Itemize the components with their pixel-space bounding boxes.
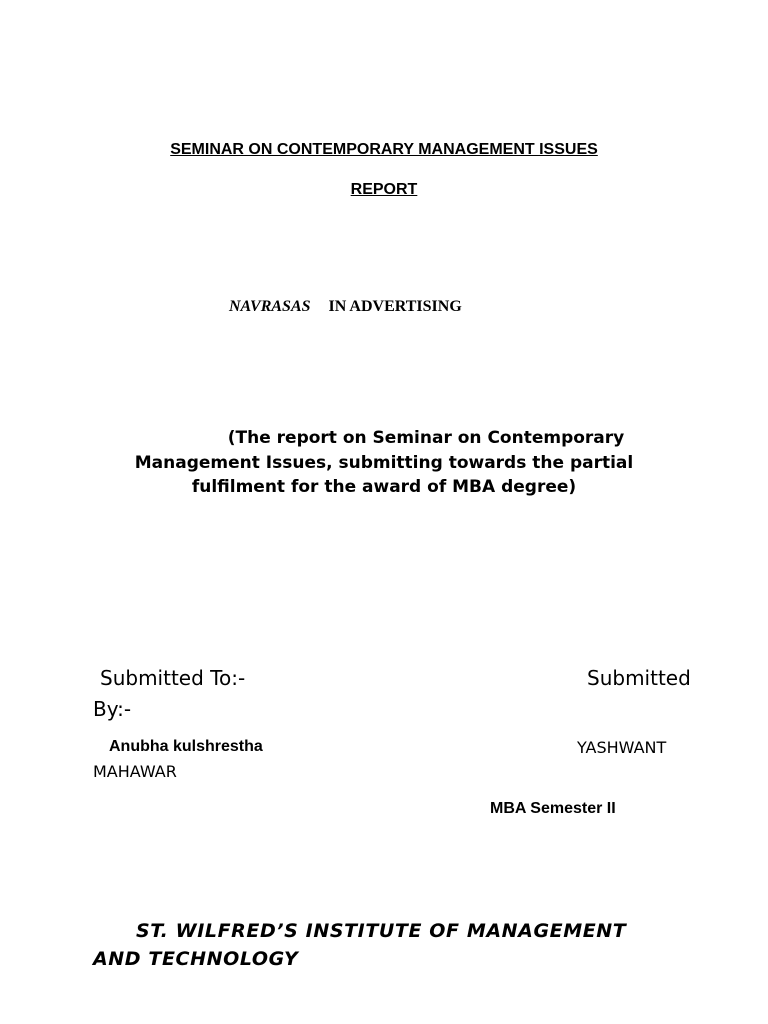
submitted-to-label: Submitted To:- [100, 666, 246, 690]
report-label: REPORT [350, 181, 418, 198]
submitted-by-label-line2: By:- [93, 697, 132, 721]
topic-rest: IN ADVERTISING [328, 298, 462, 315]
student-last-name: MAHAWAR [93, 762, 177, 781]
institute-name-line2: AND TECHNOLOGY [93, 948, 299, 970]
topic-italic-word: NAVRASAS [229, 298, 311, 315]
institute-name-line1: ST. WILFRED’S INSTITUTE OF MANAGEMENT [136, 920, 627, 942]
report-topic [229, 298, 462, 316]
seminar-title: SEMINAR ON CONTEMPORARY MANAGEMENT ISSUES [170, 141, 598, 158]
report-description [90, 426, 678, 500]
submitted-by-label-line1: Submitted [587, 666, 691, 690]
description-text: (The report on Seminar on Contemporary Management Issues, submitting towards the partial fulfilment for the award of MBA degree) [134, 428, 634, 497]
program-semester: MBA Semester II [490, 800, 616, 817]
guide-name: Anubha kulshrestha [109, 738, 263, 755]
student-first-name: YASHWANT [577, 738, 667, 757]
